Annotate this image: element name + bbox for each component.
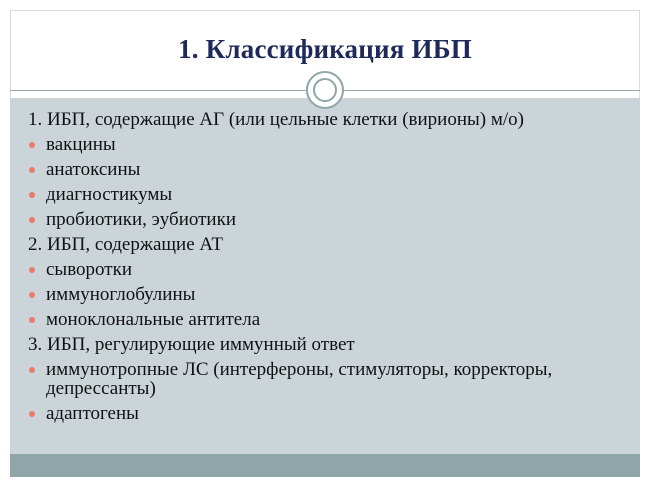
slide-title: 1. Классификация ИБП bbox=[178, 33, 472, 64]
list-item: пробиотики, эубиотики bbox=[28, 210, 618, 229]
list-item: моноклональные антитела bbox=[28, 310, 618, 329]
list-heading-1: 1. ИБП, содержащие АГ (или цельные клетки (вирионы) м/о) bbox=[28, 109, 524, 130]
list-item: вакцины bbox=[28, 135, 618, 154]
content-list bbox=[28, 110, 618, 429]
bullet-dot-icon bbox=[29, 267, 35, 273]
list-item: иммунотропные ЛС (интерфероны, стимуляторы, корректоры, депрессанты) bbox=[28, 360, 618, 398]
bullet-dot-icon bbox=[29, 167, 35, 173]
bullet-dot-icon bbox=[29, 411, 35, 417]
list-item: анатоксины bbox=[28, 160, 618, 179]
list-item: адаптогены bbox=[28, 404, 618, 423]
bullet-dot-icon bbox=[29, 367, 35, 373]
divider-ring-inner bbox=[313, 78, 337, 102]
list-heading-2: 2. ИБП, содержащие АТ bbox=[28, 234, 224, 255]
bullet-dot-icon bbox=[29, 192, 35, 198]
bullet-dot-icon bbox=[29, 217, 35, 223]
bullet-dot-icon bbox=[29, 317, 35, 323]
list-item: иммуноглобулины bbox=[28, 285, 618, 304]
list-item: диагностикумы bbox=[28, 185, 618, 204]
list-item: сыворотки bbox=[28, 260, 618, 279]
footer-band bbox=[10, 454, 640, 477]
list-heading-3: 3. ИБП, регулирующие иммунный ответ bbox=[28, 334, 355, 355]
divider-ring-icon bbox=[306, 71, 344, 109]
bullet-dot-icon bbox=[29, 292, 35, 298]
bullet-dot-icon bbox=[29, 142, 35, 148]
